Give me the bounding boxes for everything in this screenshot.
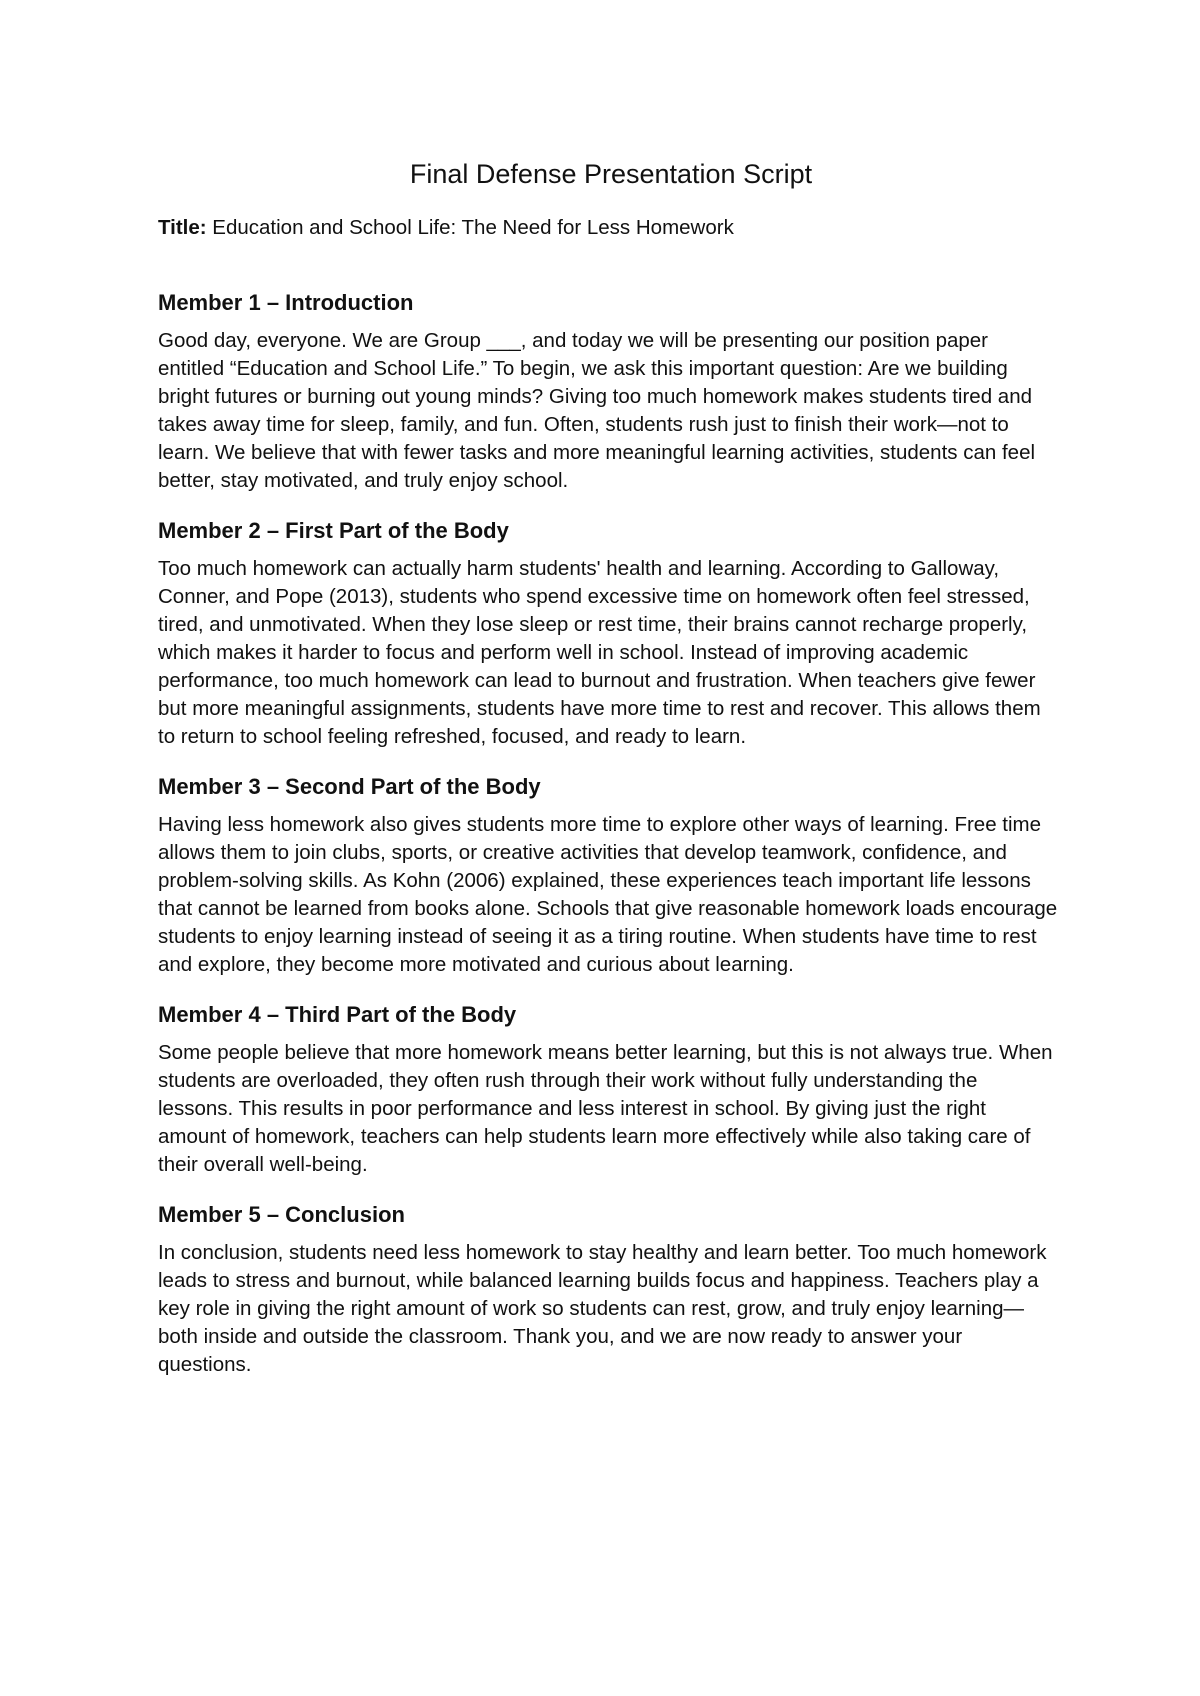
section-heading: Member 4 – Third Part of the Body — [158, 1002, 517, 1027]
section-body: Good day, everyone. We are Group ___, and today we will be presenting our position paper entitled “Education and School Life.” To begin, we ask this important question: Are we building bright futures or burning out young minds? Giving too much homework makes students tired and takes away time for sleep, family, and fun. Often, students rush just to finish their work—not to learn. We believe that with fewer tasks and more meaningful learning activities, students can feel better, stay motivated, and truly enjoy school. — [158, 329, 1036, 492]
section-member-4 — [158, 1001, 1058, 1179]
section-member-5 — [158, 1201, 1058, 1379]
section-heading: Member 5 – Conclusion — [158, 1202, 405, 1227]
paper-title-label: Title: — [158, 216, 207, 239]
section-member-1 — [158, 289, 1058, 495]
section-body: In conclusion, students need less homework to stay healthy and learn better. Too much homework leads to stress and burnout, while balanced learning builds focus and happiness. Teachers play a key role in giving the right amount of work so students can rest, grow, and truly enjoy learning—both inside and outside the classroom. Thank you, and we are now ready to answer your questions. — [158, 1241, 1047, 1376]
section-heading: Member 2 – First Part of the Body — [158, 518, 509, 543]
section-heading: Member 1 – Introduction — [158, 290, 414, 315]
paper-title-line — [158, 214, 1058, 241]
document-title: Final Defense Presentation Script — [409, 159, 813, 189]
section-body: Too much homework can actually harm students' health and learning. According to Galloway, Conner, and Pope (2013), students who spend excessive time on homework often feel stressed, tired, and unmotivated. When they lose sleep or rest time, their brains cannot recharge properly, which makes it harder to focus and perform well in school. Instead of improving academic performance, too much homework can lead to burnout and frustration. When teachers give fewer but more meaningful assignments, students have more time to rest and recover. This allows them to return to school feeling refreshed, focused, and ready to learn. — [158, 557, 1041, 748]
section-body: Having less homework also gives students more time to explore other ways of learning. Free time allows them to join clubs, sports, or creative activities that develop teamwork, confidence, and problem-solving skills. As Kohn (2006) explained, these experiences teach important life lessons that cannot be learned from books alone. Schools that give reasonable homework loads encourage students to enjoy learning instead of seeing it as a tiring routine. When students have time to rest and explore, they become more motivated and curious about learning. — [158, 813, 1058, 976]
section-body: Some people believe that more homework means better learning, but this is not always true. When students are overloaded, they often rush through their work without fully understanding the lessons. This results in poor performance and less interest in school. By giving just the right amount of homework, teachers can help students learn more effectively while also taking care of their overall well-being. — [158, 1041, 1053, 1176]
section-heading: Member 3 – Second Part of the Body — [158, 774, 541, 799]
section-member-2 — [158, 517, 1058, 751]
document-page — [158, 156, 1058, 1401]
section-member-3 — [158, 773, 1058, 979]
paper-title-text: Education and School Life: The Need for Less Homework — [206, 216, 734, 239]
